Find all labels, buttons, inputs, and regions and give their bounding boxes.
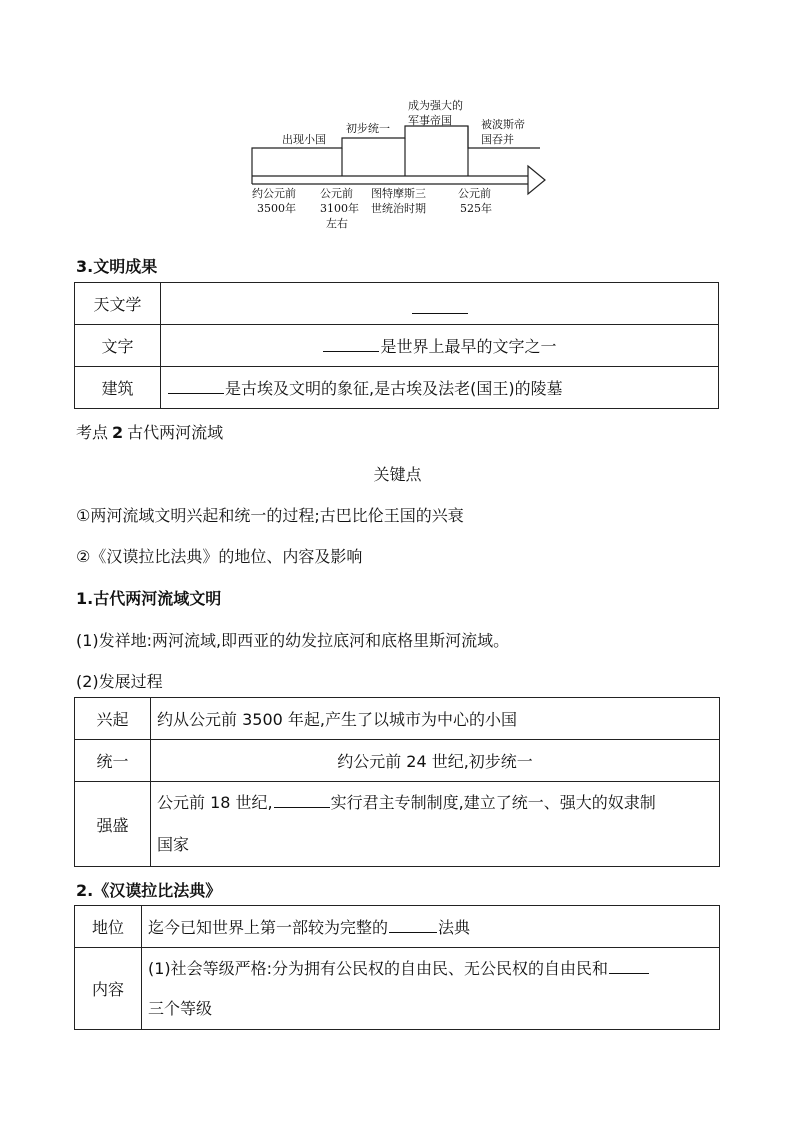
date-label: 图特摩斯三: [371, 187, 426, 200]
paragraph: (2)发展过程: [76, 672, 163, 691]
table-row: [75, 948, 720, 1030]
table-row: [75, 698, 720, 740]
event-label: 出现小国: [282, 133, 326, 146]
event-label: 军事帝国: [408, 114, 452, 127]
date-label: 约公元前: [252, 187, 296, 200]
date-label: 525年: [460, 202, 492, 215]
row-label: 强盛: [75, 782, 151, 867]
row-content: [161, 283, 719, 325]
paragraph: (1)发祥地:两河流域,即西亚的幼发拉底河和底格里斯河流域。: [76, 631, 510, 650]
egypt-timeline-diagram: [240, 96, 560, 241]
row-content: 约公元前 24 世纪,初步统一: [151, 740, 720, 782]
fill-blank: [168, 377, 224, 394]
date-label: 3100年: [320, 202, 359, 215]
event-label: 初步统一: [346, 122, 390, 135]
table-row: [75, 283, 719, 325]
row-label: 兴起: [75, 698, 151, 740]
row-label: 地位: [75, 906, 142, 948]
row-label: 内容: [75, 948, 142, 1030]
key-point-item: ②《汉谟拉比法典》的地位、内容及影响: [76, 547, 363, 566]
event-label: 被波斯帝: [481, 118, 525, 131]
date-label: 公元前: [320, 187, 353, 200]
table-row: [75, 906, 720, 948]
row-label: 文字: [75, 325, 161, 367]
key-point-item: ①两河流域文明兴起和统一的过程;古巴比伦王国的兴衰: [76, 506, 464, 525]
row-content: 是世界上最早的文字之一: [161, 325, 719, 367]
event-label: 成为强大的: [408, 99, 463, 112]
timeline-arrowhead: [528, 166, 545, 194]
row-label: 建筑: [75, 367, 161, 409]
fill-blank: [323, 335, 379, 352]
row-content: 公元前 18 世纪, 实行君主专制制度,建立了统一、强大的奴隶制 国家: [151, 782, 720, 867]
section-title: 2.《汉谟拉比法典》: [76, 881, 222, 900]
fill-blank: [389, 916, 437, 933]
table-row: [75, 325, 719, 367]
row-content: (1)社会等级严格:分为拥有公民权的自由民、无公民权的自由民和 三个等级: [142, 948, 720, 1030]
table-row: [75, 782, 720, 867]
date-label: 3500年: [257, 202, 296, 215]
row-content: 约从公元前 3500 年起,产生了以城市为中心的小国: [151, 698, 720, 740]
exam-point-heading: 考点 2 古代两河流域: [76, 423, 224, 442]
row-content: 是古埃及文明的象征,是古埃及法老(国王)的陵墓: [161, 367, 719, 409]
code-table: [74, 905, 720, 1030]
section-title: 1.古代两河流域文明: [76, 589, 222, 608]
key-points-title: 关键点: [373, 465, 422, 484]
row-label: 统一: [75, 740, 151, 782]
row-label: 天文学: [75, 283, 161, 325]
achievements-table: [74, 282, 719, 409]
date-label: 世统治时期: [371, 202, 426, 215]
fill-blank: [609, 957, 649, 974]
table-row: [75, 740, 720, 782]
event-label: 国吞并: [481, 133, 514, 146]
development-table: [74, 697, 720, 867]
section-title: 3.文明成果: [76, 257, 158, 276]
date-label: 左右: [326, 217, 348, 230]
fill-blank: [274, 791, 330, 808]
fill-blank: [412, 297, 468, 314]
row-content: 迄今已知世界上第一部较为完整的 法典: [142, 906, 720, 948]
table-row: [75, 367, 719, 409]
date-label: 公元前: [458, 187, 491, 200]
